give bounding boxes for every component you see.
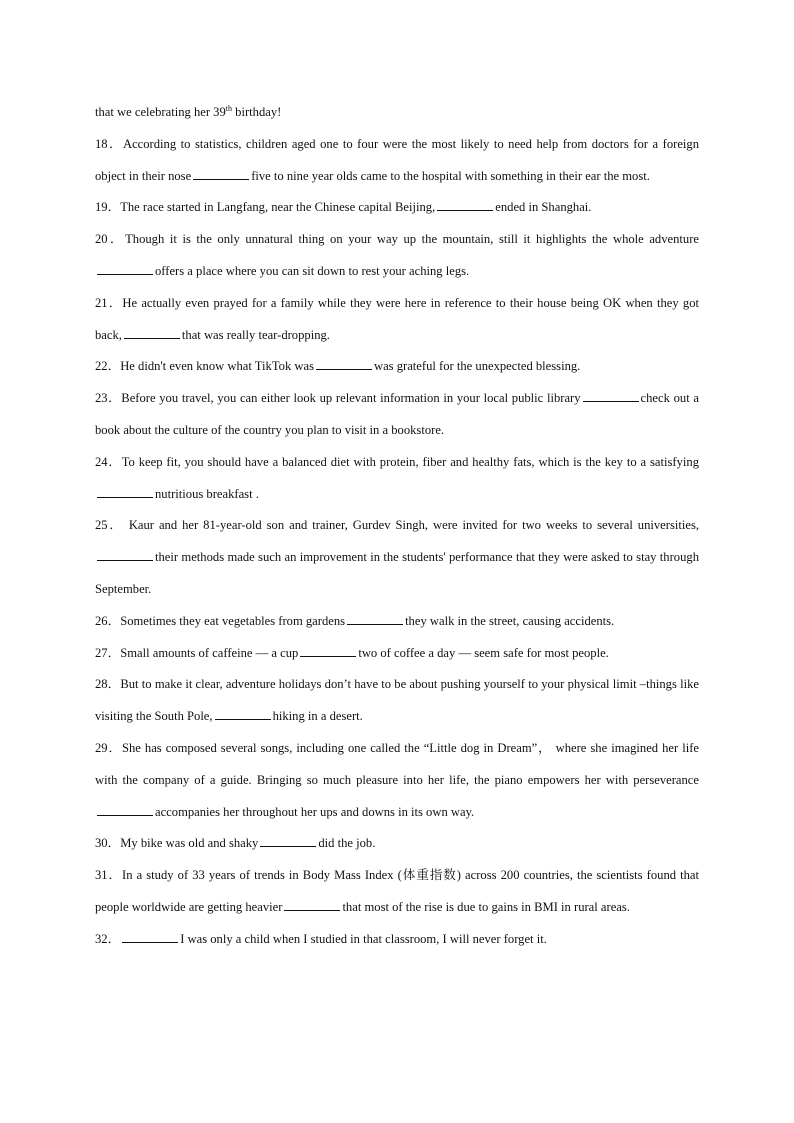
question-number: 29． xyxy=(95,740,122,755)
question-text-after-blank: ended in Shanghai. xyxy=(495,200,592,215)
answer-blank[interactable] xyxy=(215,708,271,720)
question-text-after-blank: check out a book about the culture of the country you plan to visit in a bookstore. xyxy=(95,391,699,437)
question-text-before-blank: But to make it clear, adventure holidays don’t have to be about pushing yourself to your physical limit –things like visiting the South Pole, xyxy=(95,677,699,724)
question-number: 18． xyxy=(95,136,123,151)
question-text-after-blank: hiking in a desert. xyxy=(272,709,363,724)
question-item xyxy=(95,924,699,956)
question-item xyxy=(95,192,699,224)
question-text-after-blank: their methods made such an improvement in the students' performance that they were asked to stay through September. xyxy=(95,550,699,596)
question-item xyxy=(95,129,699,193)
question-number: 21． xyxy=(95,295,123,310)
question-item xyxy=(95,224,699,288)
question-text-before-blank: He didn't even know what TikTok was xyxy=(120,359,314,374)
question-item xyxy=(95,383,699,447)
question-text-after-blank: accompanies her throughout her ups and downs in its own way. xyxy=(155,804,475,819)
answer-blank[interactable] xyxy=(124,327,180,339)
answer-blank[interactable] xyxy=(97,549,153,561)
answer-blank[interactable] xyxy=(97,263,153,275)
answer-blank[interactable] xyxy=(193,168,249,180)
question-text-after-blank: was grateful for the unexpected blessing. xyxy=(373,359,581,374)
question-text-before-blank: Kaur and her 81-year-old son and trainer, Gurdev Singh, were invited for two weeks to several universities, xyxy=(123,518,700,533)
question-item xyxy=(95,638,699,670)
question-item xyxy=(95,447,699,511)
question-number: 19． xyxy=(95,200,121,215)
question-item xyxy=(95,733,699,828)
question-text-before-blank: According to statistics, children aged one to four were the most likely to need help from doctors for a foreign object in their nose xyxy=(95,136,700,183)
question-text-before-blank: Though it is the only unnatural thing on your way up the mountain, still it highlights the whole adventure xyxy=(125,232,699,247)
question-item xyxy=(95,828,699,860)
answer-blank[interactable] xyxy=(437,199,493,211)
question-number: 31． xyxy=(95,868,123,883)
question-text-before-blank: The race started in Langfang, near the Chinese capital Beijing, xyxy=(120,200,436,215)
answer-blank[interactable] xyxy=(97,804,153,816)
question-list xyxy=(95,129,699,956)
question-item xyxy=(95,860,699,924)
question-text-before-blank: Small amounts of caffeine — a cup xyxy=(120,645,299,660)
answer-blank[interactable] xyxy=(284,899,340,911)
question-item xyxy=(95,510,699,605)
question-text-before-blank: My bike was old and shaky xyxy=(120,836,259,851)
question-text-after-blank: nutritious breakfast . xyxy=(155,486,259,501)
question-text-after-blank: offers a place where you can sit down to rest your aching legs. xyxy=(155,263,470,278)
question-item xyxy=(95,606,699,638)
question-text-before-blank: She has composed several songs, including one called the “Little dog in Dream”， where she imagined her life with the company of a guide. Bringing so much pleasure into her life, the piano empowers her with perseverance xyxy=(95,740,700,787)
question-text-before-blank: He actually even prayed for a family while they were here in reference to their house being OK when they got back, xyxy=(95,295,699,342)
question-text-before-blank: In a study of 33 years of trends in Body Mass Index (体重指数) across 200 countries, the scientists found that people worldwide are getting heavier xyxy=(95,868,700,914)
intro-superscript: th xyxy=(225,103,233,113)
intro-line xyxy=(95,97,699,129)
answer-blank[interactable] xyxy=(583,390,639,402)
intro-text-end: birthday! xyxy=(232,105,282,119)
question-number: 27． xyxy=(95,645,121,660)
question-number: 32． xyxy=(95,931,121,946)
document-page xyxy=(95,97,699,956)
question-item xyxy=(95,288,699,352)
answer-blank[interactable] xyxy=(260,835,316,847)
answer-blank[interactable] xyxy=(300,645,356,657)
intro-text: that we celebrating her 39 xyxy=(95,105,226,119)
question-item xyxy=(95,351,699,383)
answer-blank[interactable] xyxy=(97,486,153,498)
question-text-before-blank: Before you travel, you can either look up relevant information in your local public library xyxy=(121,391,581,406)
answer-blank[interactable] xyxy=(122,931,178,943)
question-item xyxy=(95,669,699,733)
question-text-after-blank: two of coffee a day — seem safe for most people. xyxy=(358,645,609,660)
question-number: 23． xyxy=(95,391,122,406)
question-text-after-blank: they walk in the street, causing accidents. xyxy=(405,613,615,628)
question-text-after-blank: that was really tear-dropping. xyxy=(181,327,330,342)
question-text-before-blank: Sometimes they eat vegetables from gardens xyxy=(120,613,346,628)
question-number: 28． xyxy=(95,677,121,692)
question-text-after-blank: I was only a child when I studied in that classroom, I will never forget it. xyxy=(180,931,547,946)
question-number: 25． xyxy=(95,518,124,533)
answer-blank[interactable] xyxy=(316,358,372,370)
question-number: 26． xyxy=(95,613,121,628)
question-number: 24． xyxy=(95,454,122,469)
question-text-after-blank: that most of the rise is due to gains in BMI in rural areas. xyxy=(342,899,630,914)
answer-blank[interactable] xyxy=(347,613,403,625)
question-text-after-blank: did the job. xyxy=(318,836,376,851)
question-number: 30． xyxy=(95,836,121,851)
question-number: 22． xyxy=(95,359,121,374)
question-number: 20． xyxy=(95,232,126,247)
question-text-before-blank: To keep fit, you should have a balanced diet with protein, fiber and healthy fats, which is the key to a satisfying xyxy=(121,454,699,469)
question-text-after-blank: five to nine year olds came to the hospital with something in their ear the most. xyxy=(251,168,650,183)
